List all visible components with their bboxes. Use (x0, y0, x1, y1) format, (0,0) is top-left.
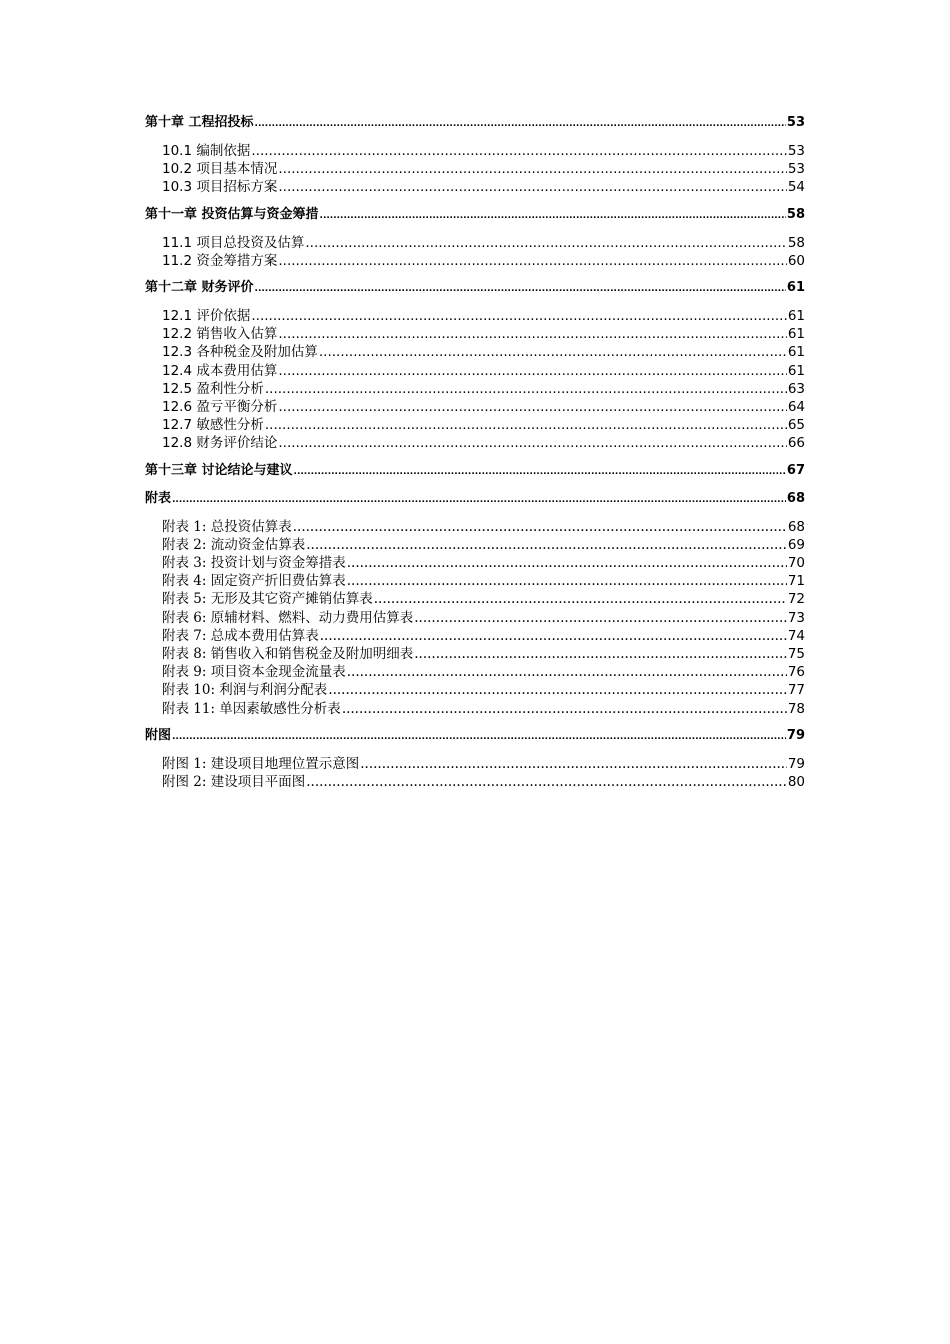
toc-page-number: 72 (787, 591, 805, 608)
toc-page-number: 69 (787, 536, 805, 553)
toc-page-number: 78 (787, 700, 805, 717)
dot-leader (319, 343, 787, 361)
toc-section-entry[interactable] (145, 518, 805, 536)
toc-chapter-entry[interactable] (145, 279, 805, 298)
toc-section-entry[interactable] (145, 160, 805, 178)
dot-leader (265, 416, 787, 434)
toc-page-number: 79 (787, 755, 805, 772)
toc-section-entry[interactable] (145, 307, 805, 325)
toc-section-entry[interactable] (145, 755, 805, 773)
toc-section-entry[interactable] (145, 343, 805, 361)
toc-entry-label: 12.5 盈利性分析 (162, 380, 264, 397)
toc-page-number: 53 (787, 143, 805, 159)
toc-entry-label: 附表 9: 项目资本金现金流量表 (162, 664, 346, 681)
toc-entry-label: 附表 (145, 490, 172, 506)
toc-section-entry[interactable] (145, 590, 805, 608)
toc-entry-label: 附表 5: 无形及其它资产摊销估算表 (162, 591, 373, 608)
toc-chapter-entry[interactable] (145, 114, 805, 133)
toc-page-number: 68 (786, 490, 805, 506)
dot-leader (265, 380, 787, 398)
toc-page-number: 61 (787, 326, 805, 343)
dot-leader (278, 398, 786, 416)
dot-leader (374, 590, 787, 608)
toc-page-number: 66 (787, 435, 805, 452)
toc-entry-label: 12.8 财务评价结论 (162, 435, 278, 452)
toc-entry-label: 附图 2: 建设项目平面图 (162, 774, 306, 791)
toc-entry-label: 附表 2: 流动资金估算表 (162, 536, 306, 553)
dot-leader (347, 554, 787, 572)
toc-section-entry[interactable] (145, 380, 805, 398)
toc-section-entry[interactable] (145, 645, 805, 663)
toc-section-entry[interactable] (145, 663, 805, 681)
dot-leader (306, 536, 787, 554)
toc-section-entry[interactable] (145, 234, 805, 252)
dot-leader (414, 645, 787, 663)
toc-entry-label: 12.6 盈亏平衡分析 (162, 399, 278, 416)
toc-page-number: 79 (786, 727, 805, 743)
toc-page-number: 53 (787, 161, 805, 178)
toc-page-number: 80 (787, 774, 805, 791)
dot-leader (306, 773, 787, 791)
toc-page-number: 70 (787, 555, 805, 572)
toc-page-number: 65 (787, 417, 805, 434)
dot-leader (278, 178, 786, 196)
toc-section-entry[interactable] (145, 627, 805, 645)
toc-entry-label: 12.4 成本费用估算 (162, 362, 278, 379)
toc-entry-label: 第十三章 讨论结论与建议 (145, 462, 293, 478)
dot-leader (320, 627, 787, 645)
dot-leader (294, 462, 786, 481)
toc-page-number: 71 (787, 573, 805, 590)
toc-chapter-entry[interactable] (145, 206, 805, 225)
dot-leader (278, 362, 786, 380)
toc-entry-label: 11.1 项目总投资及估算 (162, 234, 305, 251)
toc-page-number: 74 (787, 627, 805, 644)
toc-section-entry[interactable] (145, 416, 805, 434)
toc-page-number: 76 (787, 664, 805, 681)
dot-leader (278, 325, 786, 343)
toc-entry-label: 第十一章 投资估算与资金筹措 (145, 206, 319, 222)
toc-page-number: 58 (786, 206, 805, 222)
toc-page-number: 67 (786, 462, 805, 478)
toc-section-entry[interactable] (145, 142, 805, 160)
toc-page-number: 61 (787, 344, 805, 361)
toc-entry-label: 12.2 销售收入估算 (162, 326, 278, 343)
dot-leader (305, 234, 786, 252)
dot-leader (172, 727, 786, 746)
toc-page-number: 61 (786, 280, 805, 296)
dot-leader (251, 142, 786, 160)
dot-leader (278, 252, 786, 270)
toc-page-number: 73 (787, 609, 805, 626)
toc-entry-label: 附表 3: 投资计划与资金筹措表 (162, 555, 346, 572)
toc-page-number: 63 (787, 380, 805, 397)
toc-section-entry[interactable] (145, 700, 805, 718)
toc-entry-label: 附表 10: 利润与利润分配表 (162, 682, 328, 699)
toc-section-entry[interactable] (145, 536, 805, 554)
toc-entry-label: 附表 11: 单因素敏感性分析表 (162, 700, 341, 717)
toc-page-number: 53 (786, 115, 805, 130)
toc-chapter-entry[interactable] (145, 462, 805, 481)
toc-entry-label: 12.7 敏感性分析 (162, 417, 264, 434)
toc-page-number: 61 (787, 362, 805, 379)
toc-section-entry[interactable] (145, 554, 805, 572)
toc-entry-label: 12.1 评价依据 (162, 308, 251, 325)
toc-section-entry[interactable] (145, 398, 805, 416)
dot-leader (251, 307, 786, 325)
toc-section-entry[interactable] (145, 178, 805, 196)
toc-section-entry[interactable] (145, 362, 805, 380)
toc-page-number: 60 (787, 252, 805, 269)
toc-entry-label: 10.2 项目基本情况 (162, 161, 278, 178)
toc-page-number: 75 (787, 646, 805, 663)
toc-page-number: 54 (787, 179, 805, 196)
toc-page-number: 64 (787, 399, 805, 416)
toc-section-entry[interactable] (145, 434, 805, 452)
toc-section-entry[interactable] (145, 681, 805, 699)
table-of-contents (145, 114, 805, 791)
toc-chapter-entry[interactable] (145, 490, 805, 509)
dot-leader (360, 755, 787, 773)
dot-leader (293, 518, 787, 536)
toc-section-entry[interactable] (145, 773, 805, 791)
toc-entry-label: 附表 6: 原辅材料、燃料、动力费用估算表 (162, 609, 414, 626)
dot-leader (342, 700, 787, 718)
toc-chapter-entry[interactable] (145, 727, 805, 746)
dot-leader (328, 681, 787, 699)
toc-entry-label: 12.3 各种税金及附加估算 (162, 344, 318, 361)
toc-entry-label: 第十二章 财务评价 (145, 280, 254, 296)
toc-page-number: 77 (787, 682, 805, 699)
toc-entry-label: 附表 1: 总投资估算表 (162, 518, 292, 535)
dot-leader (172, 490, 786, 509)
dot-leader (255, 279, 786, 298)
toc-section-entry[interactable] (145, 252, 805, 270)
toc-entry-label: 附表 4: 固定资产折旧费估算表 (162, 573, 346, 590)
toc-page-number: 61 (787, 308, 805, 325)
dot-leader (278, 434, 786, 452)
dot-leader (320, 206, 786, 225)
toc-entry-label: 第十章 工程招投标 (145, 115, 254, 130)
dot-leader (347, 663, 787, 681)
toc-section-entry[interactable] (145, 609, 805, 627)
toc-entry-label: 附图 (145, 727, 172, 743)
dot-leader (255, 114, 786, 133)
toc-entry-label: 附图 1: 建设项目地理位置示意图 (162, 755, 360, 772)
toc-page-number: 58 (787, 234, 805, 251)
toc-entry-label: 10.3 项目招标方案 (162, 179, 278, 196)
toc-entry-label: 附表 8: 销售收入和销售税金及附加明细表 (162, 646, 414, 663)
toc-entry-label: 10.1 编制依据 (162, 143, 251, 159)
toc-section-entry[interactable] (145, 325, 805, 343)
toc-entry-label: 附表 7: 总成本费用估算表 (162, 627, 319, 644)
toc-entry-label: 11.2 资金筹措方案 (162, 252, 278, 269)
dot-leader (414, 609, 787, 627)
toc-section-entry[interactable] (145, 572, 805, 590)
dot-leader (278, 160, 786, 178)
dot-leader (347, 572, 787, 590)
toc-page-number: 68 (787, 518, 805, 535)
